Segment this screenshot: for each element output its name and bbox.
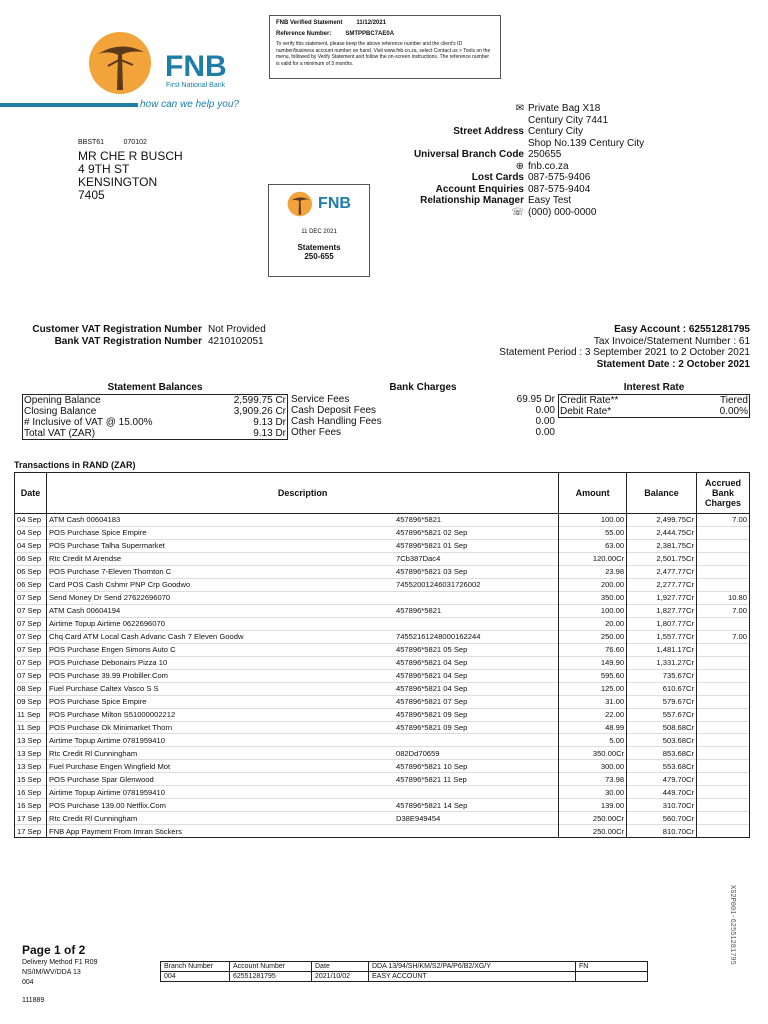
interest-value: 0.00%: [719, 406, 748, 417]
table-row: [15, 799, 750, 812]
tx-description: Rtc Credit Rl Cunningham: [46, 812, 393, 825]
tx-amount: 22.00: [559, 708, 627, 721]
tx-reference: 457896*5821 05 Sep: [394, 643, 559, 656]
tx-description: ATM Cash 00604183: [46, 514, 393, 527]
tx-amount: 76.60: [559, 643, 627, 656]
account-info: [499, 324, 750, 370]
footer-product: EASY ACCOUNT: [369, 972, 576, 982]
footer-branch: 004: [161, 972, 230, 982]
tx-balance: 810.70Cr: [627, 825, 697, 838]
header-accrued: Accrued Bank Charges: [697, 473, 750, 514]
cust-vat: Not Provided: [208, 324, 266, 335]
branch-web: fnb.co.za: [528, 160, 569, 172]
tx-accrued: 7.00: [697, 630, 750, 643]
tx-description: POS Purchase Spice Empire: [46, 526, 393, 539]
balance-row: [23, 406, 288, 417]
tx-accrued: [697, 656, 750, 669]
enq-label: Account Enquiries: [435, 183, 524, 195]
tx-date: 04 Sep: [15, 526, 47, 539]
charge-row: [290, 416, 556, 427]
verify-title: FNB Verified Statement: [276, 20, 343, 26]
tx-amount: 139.00: [559, 799, 627, 812]
tx-amount: 350.00Cr: [559, 747, 627, 760]
tx-reference: D38E949454: [394, 812, 559, 825]
tx-amount: 73.98: [559, 773, 627, 786]
fnb-tree-icon: [88, 30, 158, 96]
tx-amount: 55.00: [559, 526, 627, 539]
balance-value: 9.13 Dr: [253, 428, 286, 439]
footer-codes: [22, 958, 97, 1006]
tx-balance: 610.67Cr: [627, 682, 697, 695]
tx-amount: 149.90: [559, 656, 627, 669]
footer-h-dda: DDA 13/94/SH/KM/S2/PA/P6/B2/XG/Y: [369, 962, 576, 972]
tx-reference: 457896*5821 01 Sep: [394, 539, 559, 552]
tx-description: POS Purchase Engen Simons Auto C: [46, 643, 393, 656]
tx-reference: 457896*5821 04 Sep: [394, 669, 559, 682]
tx-date: 16 Sep: [15, 786, 47, 799]
table-row: [15, 526, 750, 539]
page-number: Page 1 of 2: [22, 943, 86, 957]
tx-date: 06 Sep: [15, 552, 47, 565]
tx-accrued: [697, 552, 750, 565]
balance-label: Opening Balance: [24, 395, 101, 406]
tx-accrued: [697, 786, 750, 799]
tx-accrued: [697, 799, 750, 812]
tx-balance: 2,444.75Cr: [627, 526, 697, 539]
charge-row: [290, 394, 556, 405]
tx-description: POS Purchase Milton S51000002212: [46, 708, 393, 721]
table-row: [15, 812, 750, 825]
table-row: [15, 734, 750, 747]
account-title: Easy Account : 62551281795: [614, 324, 750, 335]
footer-account: 62551281795: [230, 972, 312, 982]
tx-accrued: [697, 812, 750, 825]
tx-reference: 7455200124603172600​2: [394, 578, 559, 591]
branch-postal1: Private Bag X18: [528, 103, 601, 114]
tx-balance: 1,481.17Cr: [627, 643, 697, 656]
statement-period: Statement Period : 3 September 2021 to 2 October 2021: [499, 347, 750, 358]
interest-row: [559, 395, 750, 407]
client-addr1: 4 9TH ST: [78, 162, 130, 176]
tx-accrued: [697, 708, 750, 721]
tx-date: 13 Sep: [15, 734, 47, 747]
tx-date: 06 Sep: [15, 578, 47, 591]
tx-date: 04 Sep: [15, 539, 47, 552]
charge-label: Service Fees: [291, 394, 350, 405]
footer-table: [160, 961, 648, 982]
vat-info: [10, 324, 266, 348]
charge-label: Cash Handling Fees: [291, 416, 382, 427]
rm-label: Relationship Manager: [420, 195, 524, 206]
tagline-bar: [0, 103, 138, 107]
tx-description: POS Purchase Spar Glenwood: [46, 773, 393, 786]
stamp-logo: [269, 191, 369, 217]
tx-amount: 200.00: [559, 578, 627, 591]
statement-number: Tax Invoice/Statement Number : 61: [593, 335, 750, 347]
tx-balance: 2,381.75Cr: [627, 539, 697, 552]
table-row: [15, 760, 750, 773]
charge-row: [290, 427, 556, 438]
tx-description: POS Purchase 7-Eleven Thornton C: [46, 565, 393, 578]
tx-balance: 1,331.27Cr: [627, 656, 697, 669]
tx-balance: 579.67Cr: [627, 695, 697, 708]
branch-postal2: Century City 7441: [528, 114, 609, 126]
verify-ref-value: SMTPPBC7AE0A: [345, 30, 395, 37]
tx-reference: 457896*5821 10 Sep: [394, 760, 559, 773]
tx-reference: 457896*5821: [394, 514, 559, 527]
verify-instructions: To verify this statement, please keep the above reference number and the client's ID number/business account number on hand. Visit www.fnb.co.za, select Contact us > Tools on the menu, followed by Verify Statement and follow the on-screen instructions. The reference number is valid for a minimum of 3 months.: [276, 41, 491, 67]
tx-amount: 350.00: [559, 591, 627, 604]
tx-date: 06 Sep: [15, 565, 47, 578]
tx-reference: 74552161248000162244: [394, 630, 559, 643]
tx-amount: 100.00: [559, 514, 627, 527]
tx-description: Airtime Topup Airtime 0781959410: [46, 734, 393, 747]
table-row: [15, 604, 750, 617]
balance-row: [23, 428, 288, 440]
tx-amount: 595.60: [559, 669, 627, 682]
table-row: [15, 786, 750, 799]
branch-lost: 087-575-9406: [528, 172, 591, 183]
tx-amount: 48.99: [559, 721, 627, 734]
tx-date: 07 Sep: [15, 630, 47, 643]
charge-row: [290, 405, 556, 416]
tx-balance: 449.70Cr: [627, 786, 697, 799]
charge-label: Cash Deposit Fees: [291, 405, 377, 416]
tx-amount: 125.00: [559, 682, 627, 695]
tx-accrued: [697, 747, 750, 760]
interest-row: [559, 406, 750, 418]
lost-label: Lost Cards: [471, 172, 524, 183]
tx-reference: 457896*5821: [394, 604, 559, 617]
tx-balance: 557.67Cr: [627, 708, 697, 721]
tx-amount: 30.00: [559, 786, 627, 799]
tx-description: Send Money Dr Send 27622696070: [46, 591, 393, 604]
interest-label: Credit Rate**: [560, 395, 619, 406]
tx-date: 07 Sep: [15, 591, 47, 604]
tx-accrued: [697, 578, 750, 591]
tx-reference: 082Dd70659: [394, 747, 559, 760]
tx-date: 08 Sep: [15, 682, 47, 695]
tx-amount: 20.00: [559, 617, 627, 630]
footer-h-date: Date: [312, 962, 369, 972]
transactions-table: [14, 472, 750, 838]
tx-description: Airtime Topup Airtime 0781959410: [46, 786, 393, 799]
interest-table: [558, 394, 750, 418]
tx-balance: 560.70Cr: [627, 812, 697, 825]
table-row: [15, 630, 750, 643]
client-codes: BBST61 070102: [78, 139, 147, 146]
client-name: MR CHE R BUSCH: [78, 149, 183, 163]
tx-amount: 23.98: [559, 565, 627, 578]
charges-table: [290, 394, 556, 438]
tx-accrued: [697, 539, 750, 552]
tx-description: ATM Cash 00604194: [46, 604, 393, 617]
client-postcode: 7405: [78, 188, 105, 202]
tx-amount: 63.00: [559, 539, 627, 552]
tx-description: Fuel Purchase Engen Wingfield Mot: [46, 760, 393, 773]
cust-vat-label: Customer VAT Registration Number: [32, 324, 202, 335]
footer-code1: NS/IM/WV/DDA 13: [22, 969, 81, 976]
header-description: Description: [46, 473, 558, 514]
client-addr2: KENSINGTON: [78, 175, 158, 189]
balance-label: Total VAT (ZAR): [24, 428, 96, 439]
tx-date: 11 Sep: [15, 721, 47, 734]
tx-balance: 310.70Cr: [627, 799, 697, 812]
table-row: [15, 695, 750, 708]
table-row: [15, 617, 750, 630]
brand-name: FNB: [165, 50, 227, 83]
branch-street2: Shop No.139 Century City: [528, 137, 645, 149]
tx-balance: 1,557.77Cr: [627, 630, 697, 643]
branch-ubc: 250655: [528, 149, 562, 160]
mail-icon: ✉: [515, 103, 524, 114]
branch-stamp: [268, 184, 370, 277]
brand-subtitle: First National Bank: [166, 82, 226, 89]
transactions-header: [15, 473, 750, 514]
tx-balance: 1,807.77Cr: [627, 617, 697, 630]
stamp-line2: 250-655: [304, 252, 334, 261]
tx-date: 07 Sep: [15, 617, 47, 630]
verify-ref-label: Reference Number:: [276, 30, 332, 37]
tx-balance: 735.67Cr: [627, 669, 697, 682]
tx-balance: 503.68Cr: [627, 734, 697, 747]
footer-h-account: Account Number: [230, 962, 312, 972]
tx-description: Fuel Purchase Caltex Vasco S S: [46, 682, 393, 695]
tx-accrued: [697, 734, 750, 747]
tx-balance: 2,501.75Cr: [627, 552, 697, 565]
balance-row: [23, 395, 288, 407]
table-row: [15, 643, 750, 656]
tx-reference: [394, 825, 559, 838]
tx-reference: 457896*5821 14 Sep: [394, 799, 559, 812]
delivery-method: Delivery Method F1 R09: [22, 959, 98, 966]
balance-row: [23, 417, 288, 428]
tx-accrued: [697, 773, 750, 786]
tx-balance: 553.68Cr: [627, 760, 697, 773]
table-row: [15, 539, 750, 552]
tagline: how can we help you?: [140, 99, 239, 110]
tx-date: 04 Sep: [15, 514, 47, 527]
street-label: Street Address: [453, 126, 524, 137]
table-row: [15, 708, 750, 721]
tx-date: 07 Sep: [15, 604, 47, 617]
tx-amount: 250.00Cr: [559, 825, 627, 838]
tx-balance: 508.68Cr: [627, 721, 697, 734]
stamp-brand: FNB: [318, 195, 351, 212]
tx-amount: 250.00: [559, 630, 627, 643]
branch-street1: Century City: [528, 126, 584, 137]
tx-accrued: 7.00: [697, 604, 750, 617]
tx-reference: 457896*5821 09 Sep: [394, 721, 559, 734]
header-balance: Balance: [627, 473, 697, 514]
tx-reference: [394, 734, 559, 747]
tx-date: 07 Sep: [15, 643, 47, 656]
tx-reference: 457896*5821 02 Sep: [394, 526, 559, 539]
tx-amount: 5.00: [559, 734, 627, 747]
balances-table: [22, 394, 288, 440]
tx-date: 15 Sep: [15, 773, 47, 786]
tx-description: Airtime Topup Airtime 0622696070: [46, 617, 393, 630]
tx-description: POS Purchase Debonairs Pizza 10: [46, 656, 393, 669]
tx-accrued: 10.80: [697, 591, 750, 604]
tx-balance: 853.68Cr: [627, 747, 697, 760]
tx-description: POS Purchase Spice Empire: [46, 695, 393, 708]
tx-amount: 31.00: [559, 695, 627, 708]
tx-balance: 2,477.77Cr: [627, 565, 697, 578]
charge-value: 0.00: [535, 416, 555, 427]
branch-rm: Easy Test: [528, 195, 572, 206]
tx-reference: 457896*5821 03 Sep: [394, 565, 559, 578]
tx-accrued: [697, 643, 750, 656]
table-row: [15, 682, 750, 695]
phone-icon: ☏: [511, 206, 524, 218]
footer-h-fn: FN: [576, 962, 648, 972]
charge-value: 0.00: [535, 405, 555, 416]
tx-accrued: [697, 565, 750, 578]
tx-date: 09 Sep: [15, 695, 47, 708]
verification-box: [269, 15, 501, 79]
tx-description: POS Purchase 39.99 Probiller.Com: [46, 669, 393, 682]
footer-h-branch: Branch Number: [161, 962, 230, 972]
header-amount: Amount: [559, 473, 627, 514]
tx-amount: 120.00Cr: [559, 552, 627, 565]
tx-accrued: [697, 825, 750, 838]
fnb-tree-icon: [287, 191, 315, 217]
tx-reference: 7Cb387Dac4: [394, 552, 559, 565]
tx-reference: 457896*5821 09 Sep: [394, 708, 559, 721]
tx-balance: 1,827.77Cr: [627, 604, 697, 617]
client-address: [78, 150, 183, 202]
table-row: [15, 825, 750, 838]
charges-title: Bank Charges: [389, 382, 457, 393]
bank-vat: 4210102051: [208, 336, 264, 347]
tx-accrued: [697, 695, 750, 708]
tx-reference: [394, 617, 559, 630]
tx-description: FNB App Payment From Imran Stickers: [46, 825, 393, 838]
table-row: [15, 514, 750, 527]
tx-reference: [394, 786, 559, 799]
tx-balance: 2,277.77Cr: [627, 578, 697, 591]
table-row: [15, 552, 750, 565]
tx-accrued: [697, 669, 750, 682]
balance-value: 3,909.26 Cr: [233, 406, 286, 417]
verify-date: 11/12/2021: [356, 20, 387, 26]
tx-date: 07 Sep: [15, 669, 47, 682]
tx-description: Chq Card ATM Local Cash Advanc Cash 7 Eleven Goodw: [46, 630, 393, 643]
balance-value: 2,599.75 Cr: [233, 395, 286, 406]
branch-enq: 087-575-9404: [528, 183, 591, 195]
table-row: [15, 565, 750, 578]
balance-value: 9.13 Dr: [253, 417, 286, 428]
header-date: Date: [15, 473, 47, 514]
statement-date: Statement Date : 2 October 2021: [596, 358, 750, 370]
footer-code3: 111889: [22, 997, 45, 1004]
footer-fn: [576, 972, 648, 982]
tx-accrued: [697, 721, 750, 734]
interest-title: Interest Rate: [623, 382, 685, 393]
interest-label: Debit Rate*: [560, 406, 612, 417]
tx-reference: 457896*5821 11 Sep: [394, 773, 559, 786]
tx-reference: 457896*5821 04 Sep: [394, 682, 559, 695]
table-row: [15, 669, 750, 682]
tx-amount: 100.00: [559, 604, 627, 617]
tx-amount: 250.00Cr: [559, 812, 627, 825]
tx-date: 13 Sep: [15, 760, 47, 773]
ubc-label: Universal Branch Code: [413, 149, 524, 160]
tx-date: 13 Sep: [15, 747, 47, 760]
tx-reference: 457896*5821 04 Sep: [394, 656, 559, 669]
fnb-logo: [88, 30, 158, 101]
tx-accrued: [697, 617, 750, 630]
tx-description: Rtc Credit Rl Cunningham: [46, 747, 393, 760]
bank-vat-label: Bank VAT Registration Number: [54, 336, 202, 347]
table-row: [15, 747, 750, 760]
tx-accrued: [697, 526, 750, 539]
tx-amount: 300.00: [559, 760, 627, 773]
interest-value: Tiered: [720, 395, 748, 406]
tx-description: Card POS Cash Cshmr PNP Crp Goodwo: [46, 578, 393, 591]
globe-icon: ⊕: [515, 160, 524, 172]
balance-label: # Inclusive of VAT @ 15.00%: [24, 417, 153, 428]
tx-reference: 457896*5821 07 Sep: [394, 695, 559, 708]
transactions-title: Transactions in RAND (ZAR): [14, 460, 136, 470]
tx-date: 17 Sep: [15, 825, 47, 838]
tx-description: POS Purchase Talha Supermarket: [46, 539, 393, 552]
tx-balance: 2,499.75Cr: [627, 514, 697, 527]
charge-value: 69.95 Dr: [516, 394, 555, 405]
charge-label: Other Fees: [291, 427, 342, 438]
tx-description: Rtc Credit M Arendse: [46, 552, 393, 565]
tx-description: POS Purchase Ok Minimarket Thorn: [46, 721, 393, 734]
tx-balance: 1,927.77Cr: [627, 591, 697, 604]
footer-date: 2021/10/02: [312, 972, 369, 982]
table-row: [15, 721, 750, 734]
charge-value: 0.00: [535, 427, 555, 438]
tx-accrued: [697, 760, 750, 773]
branch-phone: (000) 000-0000: [528, 206, 597, 218]
tx-date: 11 Sep: [15, 708, 47, 721]
table-row: [15, 773, 750, 786]
stamp-date: 11 DEC 2021: [301, 229, 337, 235]
table-row: [15, 591, 750, 604]
tx-reference: [394, 591, 559, 604]
table-row: [15, 656, 750, 669]
tx-date: 17 Sep: [15, 812, 47, 825]
stamp-line1: Statements: [297, 243, 341, 252]
tx-description: POS Purchase 139.00 Netflix.Com: [46, 799, 393, 812]
tx-accrued: 7.00: [697, 514, 750, 527]
table-row: [15, 578, 750, 591]
tx-date: 16 Sep: [15, 799, 47, 812]
tx-date: 07 Sep: [15, 656, 47, 669]
tx-balance: 479.70Cr: [627, 773, 697, 786]
balance-label: Closing Balance: [24, 406, 97, 417]
footer-code2: 004: [22, 979, 34, 986]
side-code: XS2P001-62551281795: [728, 885, 736, 965]
tx-accrued: [697, 682, 750, 695]
balances-title: Statement Balances: [107, 382, 203, 393]
